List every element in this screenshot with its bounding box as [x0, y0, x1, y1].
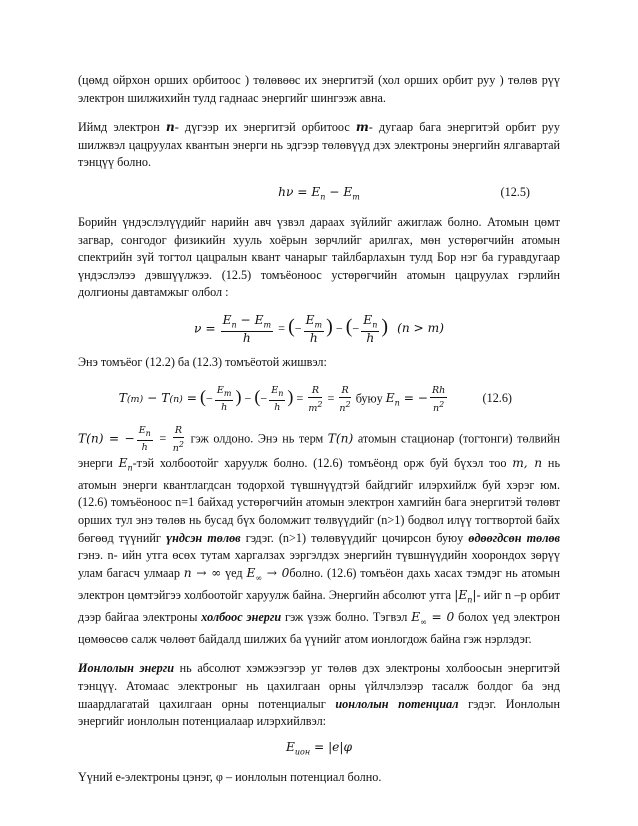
- math-n: n: [165, 120, 175, 135]
- equation-label: (12.6): [482, 390, 512, 405]
- text: гэж олдоно. Энэ нь терм: [190, 430, 328, 445]
- text: атомын стационар (тогтонги) төлвийн энерги: [78, 430, 560, 470]
- text: нь абсолют хэмжээгээр уг төлөв дэх электроны холбоосын энергитэй тэнцүү. Атомаас электроныг нь цахилгаан орны үйлчлэлээр тасалж болдог ба энд шаардлагатай цахилгаан орны потенциалыг: [78, 661, 561, 711]
- term-ionization-potential: ионлолын потенциал: [335, 696, 459, 711]
- paragraph-6: [78, 660, 560, 730]
- text: Иймд электрон: [78, 120, 166, 135]
- paragraph-3: Борийн үндэслэлүүдийг нарийн авч үзвэл дараах зүйлийг ажиглаж болно. Атомын цөмт загвар, сонгодог физикийн хууль хоёрын зөрчлийг арилгах, мөн устөрөгчийн атомын спектрийн зүй тогтол цацралын квант чанарыг тайлбарлахын тулд Бор нэг ба гуравдугаар үндэслэлээ дэвшүүлжээ. (12.5) томъёоноос устөрөгчийн атомын цацруулах гэрлийн долгионы давтамжыг олбол :: [78, 214, 560, 300]
- text: - дүгээр их энергитэй орбитоос: [174, 120, 356, 135]
- eq-text: E: [285, 739, 295, 754]
- term-excited-state: өдөөгдсөн төлөв: [468, 530, 560, 545]
- text: болно. (12.6) томъёон дахь хасах тэмдэг нь атомын электрон цөмтэйгээ холбоотойг харуулж байна. Энергийн абсолют утга: [78, 565, 560, 602]
- term-binding-energy: холбоос энерги: [201, 609, 282, 624]
- eq-sub: m: [352, 192, 360, 202]
- eq-text: − E: [325, 184, 353, 199]
- eq-text: = |e|φ: [310, 739, 353, 754]
- text: гэж үзэж болно. Тэгвэл: [281, 609, 412, 624]
- document-page: [78, 72, 560, 786]
- math-m: m: [355, 120, 369, 135]
- term-ground-state: үндсэн төлөв: [166, 530, 241, 545]
- term-ionization-energy: Ионлолын энерги: [78, 661, 175, 676]
- text: - ийг n –р орбит дээр байгаа электроны: [78, 587, 560, 624]
- equation-12-5: [78, 184, 560, 206]
- paragraph-7: Үүний e-электроны цэнэг, φ – ионлолын потенциал болно.: [78, 769, 382, 784]
- text: гэдэг. (n>1) төлөвүүдийг цочирсон буюу: [240, 530, 469, 545]
- equation-12-6: T(m) − T(n) = (− $\frac{E_m}{h}$ ) − (− $\frac{E_n}{h}$ ) = $\frac{R}{m^2}$ = $\frac{R}{n^2}$ буюу $E_n$ = − $\frac{Rh}{n^2}$ (12.6): [118, 384, 512, 414]
- paragraph-1: (цөмд ойрхон орших орбитоос ) төлөвөөс их энергитэй (хол орших орбит руу ) төлөв рүү электрон шилжихийн тулд гаднаас энергийг шингээж авна.: [78, 73, 560, 105]
- eq-text: буюу: [355, 390, 383, 405]
- text: болох үед электрон цөмөөсөө салж чөлөөт байдалд шилжих ба үүнийг атом ионлогдож байна гэж нэрлэдэг.: [78, 609, 560, 646]
- text: үед: [221, 565, 247, 580]
- text: -тэй холбоотойг харуулж болно. (12.6) томъёонд орж буй бүхэл тоо: [132, 455, 513, 470]
- text: нь атомын энерги квантлагдсан тодорхой түвшнүүдтэй байдгийг илэрхийлж буй хэрэг юм. (12.6) томъёоноос n=1 байхад устөрөгчийн атомын электрон хамгийн бага энергитэй төлөвт орших тул энэ төлөв нь бусад бүх боломжит төлвүүдийг (n>1) бодвол илүү тогтвортой байх бөгөөд түүнийг: [78, 455, 561, 545]
- text: гэдэг. Ионлолын энергийг ионлолын потенциалаар илэрхийлвэл:: [78, 696, 560, 729]
- text: - дугаар бага энергитэй орбит руу шилжвэл цацруулах квантын энерги нь эдгээр төлөвүүд дэх электроны энергийн ялгавартай тэнцүү болно.: [78, 120, 560, 170]
- equation-ionization: [78, 739, 560, 761]
- eq-text: hν = E: [278, 184, 321, 199]
- paragraph-5: T(n) = − $\frac{E_n}{h}$ = $\frac{R}{n^2}$ гэж олдоно. Энэ нь терм T(n) атомын стационар (тогтонги) төлвийн энерги $E_n$-тэй холбоотойг харуулж болно. (12.6) томъёонд орж буй бүхэл тоо m, n нь атомын энерги квантлагдсан тодорхой түвшнүүдтэй байдгийг илэрхийлж буй хэрэг юм. (12.6) томъёоноос n=1 байхад устөрөгчийн атомын электрон хамгийн бага энергитэй төлөвт орших тул энэ төлөв нь бусад бүх боломжит төлвүүдийг (n>1) бодвол илүү тогтвортой байх бөгөөд түүнийг үндсэн төлөв гэдэг. (n>1) төлөвүүдийг цочирсон буюу өдөөгдсөн төлөв гэнэ. n- ийн утга өсөх тутам харгалзах ээргэлдэх энергийн түвшнүүдийн хоорондох зөрүү улам багасч улмаар n → ∞ үед $E_\infty$ → 0болно. (12.6) томъёон дахь хасах тэмдэг нь атомын электрон цөмтэйгээ холбоотойг харуулж байна. Энергийн абсолют утга $|E_n|-$ ийг n –р орбит дээр байгаа электроны холбоос энерги гэж үзэж болно. Тэгвэл $E_\infty = 0$ болох үед электрон цөмөөсөө салж чөлөөт байдалд шилжих ба үүнийг атом ионлогдож байна гэж нэрлэдэг.: [78, 424, 561, 646]
- equation-label: (12.5): [500, 184, 530, 199]
- eq-condition: (n > m): [397, 321, 444, 336]
- text: гэнэ. n- ийн утга өсөх тутам харгалзах ээргэлдэх энергийн түвшнүүдийн хоорондох зөрүү улам багасч улмаар: [78, 548, 560, 580]
- eq-text: ν =: [194, 321, 216, 336]
- paragraph-4: Энэ томъёог (12.2) ба (12.3) томъёотой жишвэл:: [78, 354, 327, 369]
- eq-sub: ион: [294, 747, 311, 757]
- equation-frequency: ν = $\frac{E_n - E_m}{h}$ = (− $\frac{E_m}{h}$ ) − (− $\frac{E_n}{h}$ ) (n > m): [194, 312, 444, 346]
- eq-sub: n: [320, 192, 326, 202]
- paragraph-2: [78, 119, 560, 172]
